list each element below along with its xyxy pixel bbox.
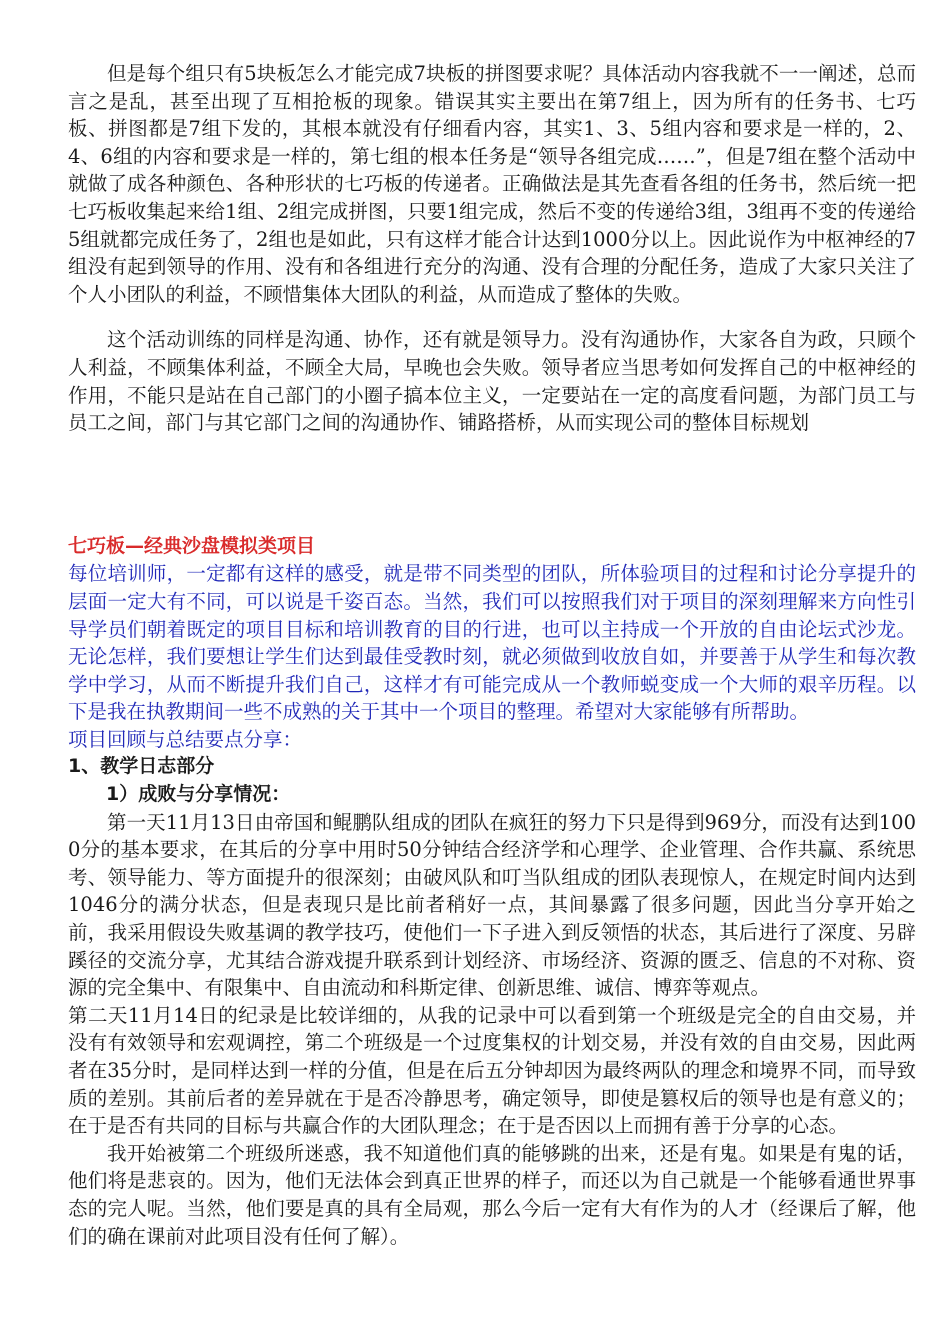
paragraph-day-one: 第一天11月13日由帝国和鲲鹏队组成的团队在疯狂的努力下只是得到969分，而没有达到1000分的基本要求，在其后的分享中用时50分钟结合经济学和心理学、企业管理、合作共赢、系统思考、领导能力、等方面提升的很深刻；由破风队和叮当队组成的团队表现惊人，在规定时间内达到1046分的满分状态，但是表现只是比前者稍好一点，其间暴露了很多问题，因此当分享开始之前，我采用假设失败基调的教学技巧，使他们一下子进入到反领悟的状态，其后进行了深度、另辟蹊径的交流分享，尤其结合游戏提升联系到计划经济、市场经济、资源的匮乏、信息的不对称、资源的完全集中、有限集中、自由流动和科斯定律、创新思维、诚信、博弈等观点。 — [68, 810, 916, 1000]
section-title: 七巧板—经典沙盘模拟类项目 — [68, 534, 316, 557]
paragraph-leadership-lesson: 这个活动训练的同样是沟通、协作，还有就是领导力。没有沟通协作，大家各自为政，只顾个人利益，不顾集体利益，不顾全大局，早晚也会失败。领导者应当思考如何发挥自己的中枢神经的作用，不能只是站在自己部门的小圈子搞本位主义，一定要站在一定的高度看问题，为部门员工与员工之间，部门与其它部门之间的沟通协作、铺路搭桥，从而实现公司的整体目标规划 — [68, 328, 916, 435]
heading-teaching-log: 1、教学日志部分 — [68, 755, 215, 778]
paragraph-tangram-analysis: 但是每个组只有5块板怎么才能完成7块板的拼图要求呢？具体活动内容我就不一一阐述，总而言之是乱，甚至出现了互相抢板的现象。错误其实主要出在第7组上，因为所有的任务书、七巧板、拼图都是7组下发的，其根本就没有仔细看内容，其实1、3、5组内容和要求是一样的，2、4、6组的内容和要求是一样的，第七组的根本任务是“领导各组完成……”，但是7组在整个活动中就做了成各种颜色、各种形状的七巧板的传递者。正确做法是其先查看各组的任务书，然后统一把七巧板收集起来给1组、2组完成拼图，只要1组完成，然后不变的传递给3组，3组再不变的传递给5组就都完成任务了，2组也是如此，只有这样才能合计达到1000分以上。因此说作为中枢神经的7组没有起到领导的作用、没有和各组进行充分的沟通、没有合理的分配任务，造成了大家只关注了个人小团队的利益，不顾惜集体大团队的利益，从而造成了整体的失败。 — [68, 62, 916, 306]
paragraph-gap — [68, 308, 916, 326]
paragraph-reflection: 我开始被第二个班级所迷惑，我不知道他们真的能够跳的出来，还是有鬼。如果是有鬼的话，他们将是悲哀的。因为，他们无法体会到真正世界的样子，而还以为自己就是一个能够看通世界事态的完人呢。当然，他们要是真的具有全局观，那么今后一定有大有作为的人才（经课后了解，他们的确在课前对此项目没有任何了解）。 — [68, 1141, 916, 1248]
paragraph-day-two: 第二天11月14日的纪录是比较详细的，从我的记录中可以看到第一个班级是完全的自由交易，并没有有效领导和宏观调控，第二个班级是一个过度集权的计划交易，并没有效的自由交易，因此两者在35分时，是同样达到一样的分值，但是在后五分钟却因为最终两队的理念和境界不同，而导致质的差别。其前后者的差异就在于是否冷静思考，确定领导，即使是篡权后的领导也是有意义的；在于是否有共同的目标与共赢合作的大团队理念；在于是否因以上而拥有善于分享的心态。 — [68, 1003, 916, 1138]
document-page — [68, 60, 916, 1250]
review-line: 项目回顾与总结要点分享： — [68, 727, 303, 751]
section-gap — [68, 437, 916, 533]
heading-results-sharing: 1）成败与分享情况： — [106, 783, 291, 806]
intro-paragraph: 每位培训师，一定都有这样的感受，就是带不同类型的团队，所体验项目的过程和讨论分享提升的层面一定大有不同，可以说是千姿百态。当然，我们可以按照我们对于项目的深刻理解来方向性引导学员们朝着既定的项目目标和培训教育的目的行进，也可以主持成一个开放的自由论坛式沙龙。无论怎样，我们要想让学生们达到最佳受教时刻，就必须做到收放自如，并要善于从学生和每次教学中学习，从而不断提升我们自己，这样才有可能完成从一个教师蜕变成一个大师的艰辛历程。以下是我在执教期间一些不成熟的关于其中一个项目的整理。希望对大家能够有所帮助。 — [68, 562, 916, 724]
